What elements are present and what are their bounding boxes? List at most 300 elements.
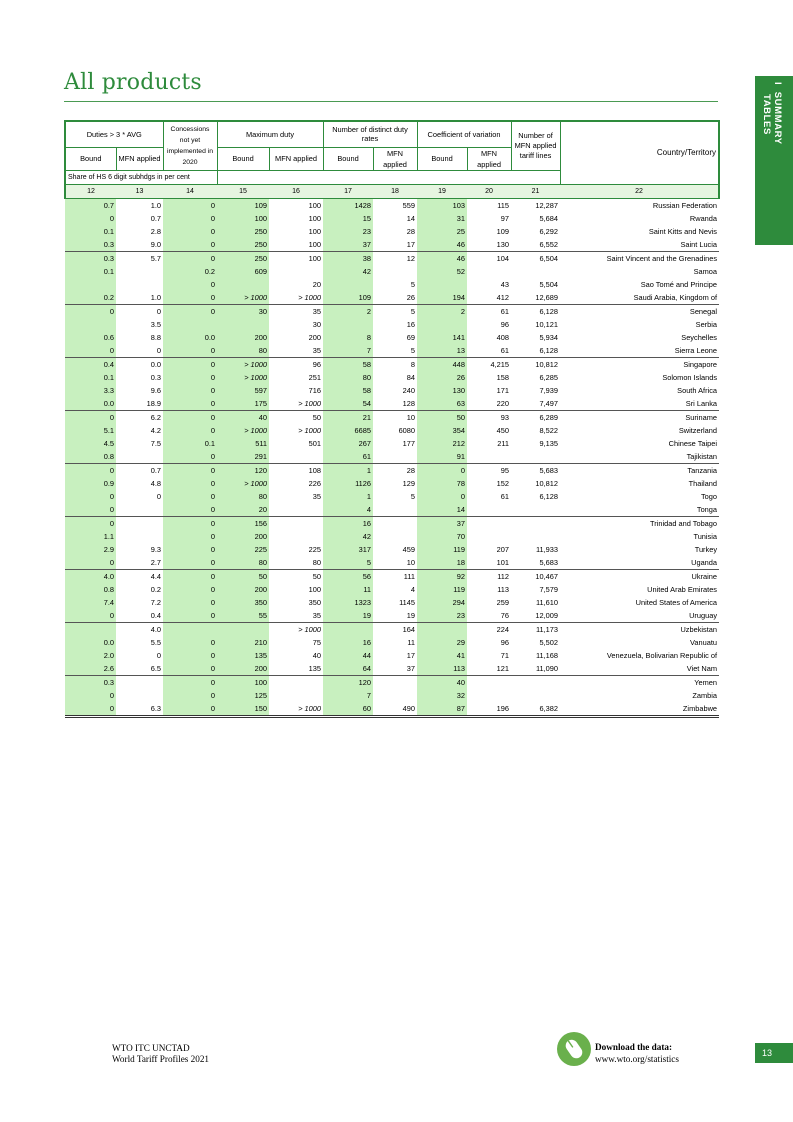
table-cell: 354	[417, 424, 467, 437]
table-cell: 42	[323, 265, 373, 278]
table-cell: 0.2	[150, 584, 161, 594]
mouse-icon[interactable]	[557, 1032, 591, 1066]
table-cell: 61	[500, 491, 510, 501]
table-cell: 152	[496, 478, 510, 488]
table-cell: 0	[163, 569, 217, 583]
table-cell: 37	[323, 238, 373, 252]
table-cell: 18	[417, 556, 467, 570]
column-number: 17	[323, 184, 373, 198]
table-row	[65, 689, 719, 702]
table-cell: 11	[407, 637, 416, 647]
table-cell: 35	[312, 345, 321, 355]
table-cell: 12,689	[535, 292, 559, 302]
table-cell: 121	[496, 663, 510, 673]
table-cell: 46	[417, 238, 467, 252]
country-name: Saint Vincent and the Grenadines	[560, 251, 719, 265]
table-cell: 226	[308, 478, 321, 488]
table-cell: 23	[417, 609, 467, 623]
table-cell: 0.3	[65, 238, 116, 252]
table-cell: 210	[217, 636, 269, 649]
table-cell	[116, 530, 163, 543]
table-cell: 30	[217, 304, 269, 318]
table-cell	[116, 265, 163, 278]
table-cell: 0	[163, 397, 217, 411]
table-cell: 70	[417, 530, 467, 543]
download-heading: Download the data:	[595, 1042, 673, 1052]
table-cell	[217, 318, 269, 331]
table-cell: 220	[496, 398, 510, 408]
column-number: 22	[560, 184, 719, 198]
table-row	[65, 397, 719, 411]
country-name: Ukraine	[560, 569, 719, 583]
column-number: 14	[163, 184, 217, 198]
tariff-table	[64, 120, 720, 718]
table-row	[65, 609, 719, 623]
table-cell: 18.9	[146, 398, 161, 408]
table-cell: 5,934	[539, 332, 559, 342]
table-row	[65, 530, 719, 543]
table-cell: 78	[417, 477, 467, 490]
table-cell: 44	[323, 649, 373, 662]
table-cell: 0	[163, 503, 217, 517]
country-name: Tonga	[696, 504, 718, 514]
table-cell: 240	[402, 385, 416, 395]
table-row	[65, 251, 719, 265]
table-cell: 0	[163, 583, 217, 596]
table-cell: 0.4	[150, 610, 161, 620]
table-cell: 12	[373, 251, 417, 265]
table-cell: 5,684	[539, 213, 559, 223]
table-cell: 448	[417, 357, 467, 371]
table-cell	[373, 689, 417, 702]
table-cell: 0	[156, 650, 161, 660]
table-cell: 0.1	[163, 437, 217, 450]
table-cell: > 1000	[217, 371, 269, 384]
table-cell	[417, 622, 467, 636]
table-cell: 100	[308, 200, 321, 210]
table-cell: 50	[217, 569, 269, 583]
table-cell	[373, 516, 417, 530]
table-cell: 109	[496, 226, 510, 236]
table-cell: 11,173	[511, 622, 560, 636]
table-cell: 2.9	[65, 543, 116, 556]
table-cell: 100	[269, 251, 323, 265]
column-number: 18	[373, 184, 417, 198]
table-cell: 0.1	[65, 371, 116, 384]
table-cell: 10,812	[535, 478, 559, 488]
table-cell	[511, 516, 560, 530]
table-cell: 135	[308, 663, 321, 673]
table-cell: 16	[406, 319, 416, 329]
table-cell: 80	[217, 556, 269, 570]
country-name: Sao Tomé and Principe	[640, 279, 718, 289]
table-cell: 80	[217, 344, 269, 358]
table-cell: 7.4	[65, 596, 116, 609]
table-cell	[116, 516, 163, 530]
table-row	[65, 516, 719, 530]
table-cell: 250	[217, 238, 269, 252]
table-cell: 40	[312, 650, 321, 660]
table-cell: 0.0	[65, 636, 116, 649]
country-name: United States of America	[635, 597, 718, 607]
table-cell: 1.0	[150, 200, 161, 210]
table-cell: 9.6	[150, 385, 161, 395]
table-cell: 1323	[323, 596, 373, 609]
table-cell	[467, 450, 511, 464]
table-row	[65, 304, 719, 318]
table-cell: 64	[323, 662, 373, 676]
table-cell: 0.6	[65, 331, 116, 344]
table-cell: 200	[217, 530, 269, 543]
table-cell: 0	[163, 344, 217, 358]
table-cell: 119	[417, 543, 467, 556]
table-row	[65, 278, 719, 291]
country-name: Yemen	[560, 675, 719, 689]
header-mfn-3: MFN applied	[373, 147, 417, 170]
table-cell: 2	[417, 304, 467, 318]
table-cell	[269, 530, 323, 543]
table-cell: 0	[65, 410, 116, 424]
table-cell: 0	[65, 689, 116, 702]
download-url[interactable]: www.wto.org/statistics	[595, 1054, 679, 1064]
table-cell: 109	[323, 291, 373, 305]
table-cell: 2.6	[65, 662, 116, 676]
table-row	[65, 702, 719, 717]
table-cell: 6.3	[116, 702, 163, 717]
table-cell: 164	[373, 622, 417, 636]
table-cell: 0	[163, 278, 217, 291]
table-cell: 0.4	[65, 357, 116, 371]
table-cell: 16	[323, 636, 373, 649]
table-cell: 61	[467, 304, 511, 318]
table-cell: 0	[163, 463, 217, 477]
table-cell: 0	[156, 345, 161, 355]
table-cell	[116, 503, 163, 517]
country-name: Turkey	[694, 544, 718, 554]
table-cell: 41	[417, 649, 467, 662]
table-cell: 25	[417, 225, 467, 238]
table-cell: 250	[217, 225, 269, 238]
country-name: Zambia	[692, 690, 718, 700]
table-cell: 21	[323, 410, 373, 424]
table-cell: 15	[323, 212, 373, 225]
table-cell: 84	[406, 372, 416, 382]
download-link[interactable]	[595, 1041, 679, 1065]
table-cell: 120	[323, 675, 373, 689]
section-tab	[755, 76, 793, 245]
table-cell: 4.0	[65, 569, 116, 583]
table-cell: 0	[163, 702, 217, 717]
column-number: 21	[511, 184, 560, 198]
table-cell: 150	[217, 702, 269, 717]
table-cell: 61	[500, 345, 510, 355]
table-cell: 6,128	[539, 345, 559, 355]
table-cell: 0	[163, 516, 217, 530]
table-cell: 120	[217, 463, 269, 477]
table-cell: 200	[308, 332, 321, 342]
table-cell: 75	[312, 637, 321, 647]
table-cell: 8,522	[539, 425, 559, 435]
table-cell: 9.3	[150, 544, 161, 554]
header-mfn-1: MFN applied	[116, 147, 163, 170]
table-cell: 156	[217, 516, 269, 530]
table-cell: 5.7	[116, 251, 163, 265]
table-row	[65, 543, 719, 556]
table-cell: 130	[496, 239, 510, 249]
table-cell: 0	[417, 490, 467, 503]
table-cell: 6,504	[511, 251, 560, 265]
table-cell	[511, 450, 560, 464]
table-row	[65, 636, 719, 649]
table-cell: 200	[217, 662, 269, 676]
table-cell: 100	[308, 213, 321, 223]
table-cell: 0	[163, 636, 217, 649]
table-cell: 0	[163, 291, 217, 305]
table-cell: 1.0	[150, 292, 161, 302]
table-cell: 2	[323, 304, 373, 318]
country-name: Saint Lucia	[680, 239, 718, 249]
country-name: Solomon Islands	[662, 372, 718, 382]
table-cell: 0	[65, 516, 116, 530]
country-name: Rwanda	[689, 213, 718, 223]
table-cell: 0	[163, 675, 217, 689]
table-cell: 5,683	[539, 557, 559, 567]
table-row	[65, 410, 719, 424]
table-cell: 26	[417, 371, 467, 384]
table-cell: 2.0	[65, 649, 116, 662]
table-cell: 11,090	[535, 663, 559, 673]
table-cell: 11	[323, 583, 373, 596]
table-cell: 93	[467, 410, 511, 424]
table-cell: 0	[156, 491, 161, 501]
table-cell: 19	[406, 610, 416, 620]
table-cell: 559	[402, 200, 416, 210]
table-cell: 0	[163, 490, 217, 503]
table-cell: 0	[163, 198, 217, 212]
table-cell: 5	[323, 556, 373, 570]
table-cell: 6,289	[511, 410, 560, 424]
table-row	[65, 490, 719, 503]
table-cell: 112	[467, 569, 511, 583]
table-cell: 317	[323, 543, 373, 556]
table-cell: 50	[269, 569, 323, 583]
header-bound-2: Bound	[217, 147, 269, 170]
country-name: Russian Federation	[652, 200, 718, 210]
table-cell: 408	[496, 332, 510, 342]
table-cell	[467, 503, 511, 517]
table-cell: 0.0	[65, 397, 116, 411]
table-cell: 38	[323, 251, 373, 265]
table-cell	[323, 318, 373, 331]
table-cell: 80	[323, 371, 373, 384]
header-mfn-2: MFN applied	[269, 147, 323, 170]
table-cell: 177	[402, 438, 416, 448]
table-cell: 58	[323, 384, 373, 397]
table-cell: 91	[417, 450, 467, 464]
table-cell: 0	[65, 463, 116, 477]
table-cell: 200	[217, 583, 269, 596]
table-cell: 71	[500, 650, 510, 660]
table-row	[65, 596, 719, 609]
table-row	[65, 344, 719, 358]
table-cell: 35	[312, 610, 321, 620]
table-cell: 1	[323, 463, 373, 477]
table-cell: 716	[308, 385, 321, 395]
page-title: All products	[64, 70, 202, 95]
table-cell: 0	[163, 477, 217, 490]
table-cell: 14	[417, 503, 467, 517]
table-cell	[511, 503, 560, 517]
table-cell: > 1000	[298, 292, 321, 302]
table-cell	[65, 318, 116, 331]
country-name: Togo	[700, 491, 718, 501]
table-cell: 37	[406, 663, 416, 673]
table-cell: 0	[163, 371, 217, 384]
table-body	[65, 198, 719, 716]
table-cell: 7,579	[539, 584, 559, 594]
table-cell: 6685	[323, 424, 373, 437]
country-name: Saint Kitts and Nevis	[648, 226, 718, 236]
table-cell: > 1000	[269, 702, 323, 717]
table-cell: 0	[163, 689, 217, 702]
table-cell	[116, 675, 163, 689]
table-cell: 1.1	[65, 530, 116, 543]
table-row	[65, 424, 719, 437]
table-cell: 1126	[323, 477, 373, 490]
table-row	[65, 463, 719, 477]
table-cell: > 1000	[217, 477, 269, 490]
table-cell: 0	[65, 556, 116, 570]
table-cell: 7.2	[150, 597, 161, 607]
country-name: Viet Nam	[686, 663, 718, 673]
column-number: 19	[417, 184, 467, 198]
table-cell: 5,683	[511, 463, 560, 477]
country-name: Venezuela, Bolivarian Republic of	[606, 650, 718, 660]
table-cell: 0.1	[65, 265, 116, 278]
country-name: Vanuatu	[690, 637, 718, 647]
table-cell: 5,504	[539, 279, 559, 289]
column-number: 20	[467, 184, 511, 198]
table-cell: 12,287	[535, 200, 559, 210]
table-cell: 0.9	[65, 477, 116, 490]
table-cell	[467, 530, 511, 543]
table-cell: 10,467	[511, 569, 560, 583]
table-cell: 0	[163, 596, 217, 609]
table-cell: 6080	[398, 425, 416, 435]
table-cell: 4.2	[150, 425, 161, 435]
table-cell: 63	[417, 397, 467, 411]
table-cell: 6,382	[511, 702, 560, 717]
table-cell: 6.2	[116, 410, 163, 424]
table-cell: 35	[269, 304, 323, 318]
table-cell: 20	[217, 503, 269, 517]
table-cell: 17	[406, 650, 416, 660]
country-name: Seychelles	[681, 332, 718, 342]
table-cell: 7.5	[150, 438, 161, 448]
table-cell: 609	[217, 265, 269, 278]
table-cell	[217, 622, 269, 636]
table-cell: 1145	[399, 597, 416, 607]
table-cell: 10,812	[511, 357, 560, 371]
table-row	[65, 331, 719, 344]
table-cell: 5	[373, 304, 417, 318]
table-row	[65, 556, 719, 570]
table-cell: 108	[269, 463, 323, 477]
table-cell	[511, 530, 560, 543]
table-cell	[417, 318, 467, 331]
table-cell: 0	[65, 609, 116, 623]
table-cell: 0.0	[163, 331, 217, 344]
table-cell: 1	[323, 490, 373, 503]
table-cell: 111	[373, 569, 417, 583]
table-cell: 0	[163, 424, 217, 437]
country-name: South Africa	[677, 385, 718, 395]
table-cell: 46	[417, 251, 467, 265]
table-row	[65, 225, 719, 238]
table-cell: 5.5	[150, 637, 161, 647]
table-cell: > 1000	[217, 291, 269, 305]
table-cell: 60	[323, 702, 373, 717]
table-row	[65, 318, 719, 331]
country-name: Uganda	[691, 557, 718, 567]
table-cell: 95	[467, 463, 511, 477]
table-cell: 225	[308, 544, 321, 554]
table-cell: 11,933	[535, 544, 559, 554]
table-cell	[269, 450, 323, 464]
table-cell: 80	[217, 490, 269, 503]
table-cell	[65, 278, 116, 291]
table-cell: 58	[323, 357, 373, 371]
table-row	[65, 477, 719, 490]
table-cell: 28	[406, 226, 416, 236]
table-row	[65, 198, 719, 212]
table-cell	[467, 689, 511, 702]
table-cell: 52	[417, 265, 467, 278]
table-cell: 0	[65, 490, 116, 503]
table-cell	[323, 278, 373, 291]
table-cell: 5	[410, 491, 416, 501]
table-cell: 13	[417, 344, 467, 358]
table-cell: 0.1	[65, 225, 116, 238]
table-cell: 50	[417, 410, 467, 424]
table-cell: 0.3	[65, 675, 116, 689]
country-name: Trinidad and Tobago	[560, 516, 719, 530]
header-max-duty: Maximum duty	[217, 121, 323, 147]
header-spacer	[217, 170, 560, 184]
table-cell: 5	[410, 345, 416, 355]
footer-publisher	[112, 1043, 209, 1065]
table-cell	[163, 622, 217, 636]
table-cell: 196	[467, 702, 511, 717]
table-cell: 207	[496, 544, 510, 554]
table-cell: 31	[417, 212, 467, 225]
table-cell: 29	[417, 636, 467, 649]
table-cell: 141	[417, 331, 467, 344]
table-cell: > 1000	[217, 424, 269, 437]
table-cell: 211	[497, 438, 510, 448]
table-cell: 0	[163, 649, 217, 662]
table-cell: 200	[217, 331, 269, 344]
table-cell: 10	[373, 410, 417, 424]
table-cell: 4	[323, 503, 373, 517]
table-cell: 96	[269, 357, 323, 371]
table-cell: 294	[417, 596, 467, 609]
table-cell: 76	[500, 610, 510, 620]
section-tab-label	[761, 82, 783, 145]
table-cell: 490	[373, 702, 417, 717]
table-cell: 55	[217, 609, 269, 623]
table-cell: 8	[373, 357, 417, 371]
